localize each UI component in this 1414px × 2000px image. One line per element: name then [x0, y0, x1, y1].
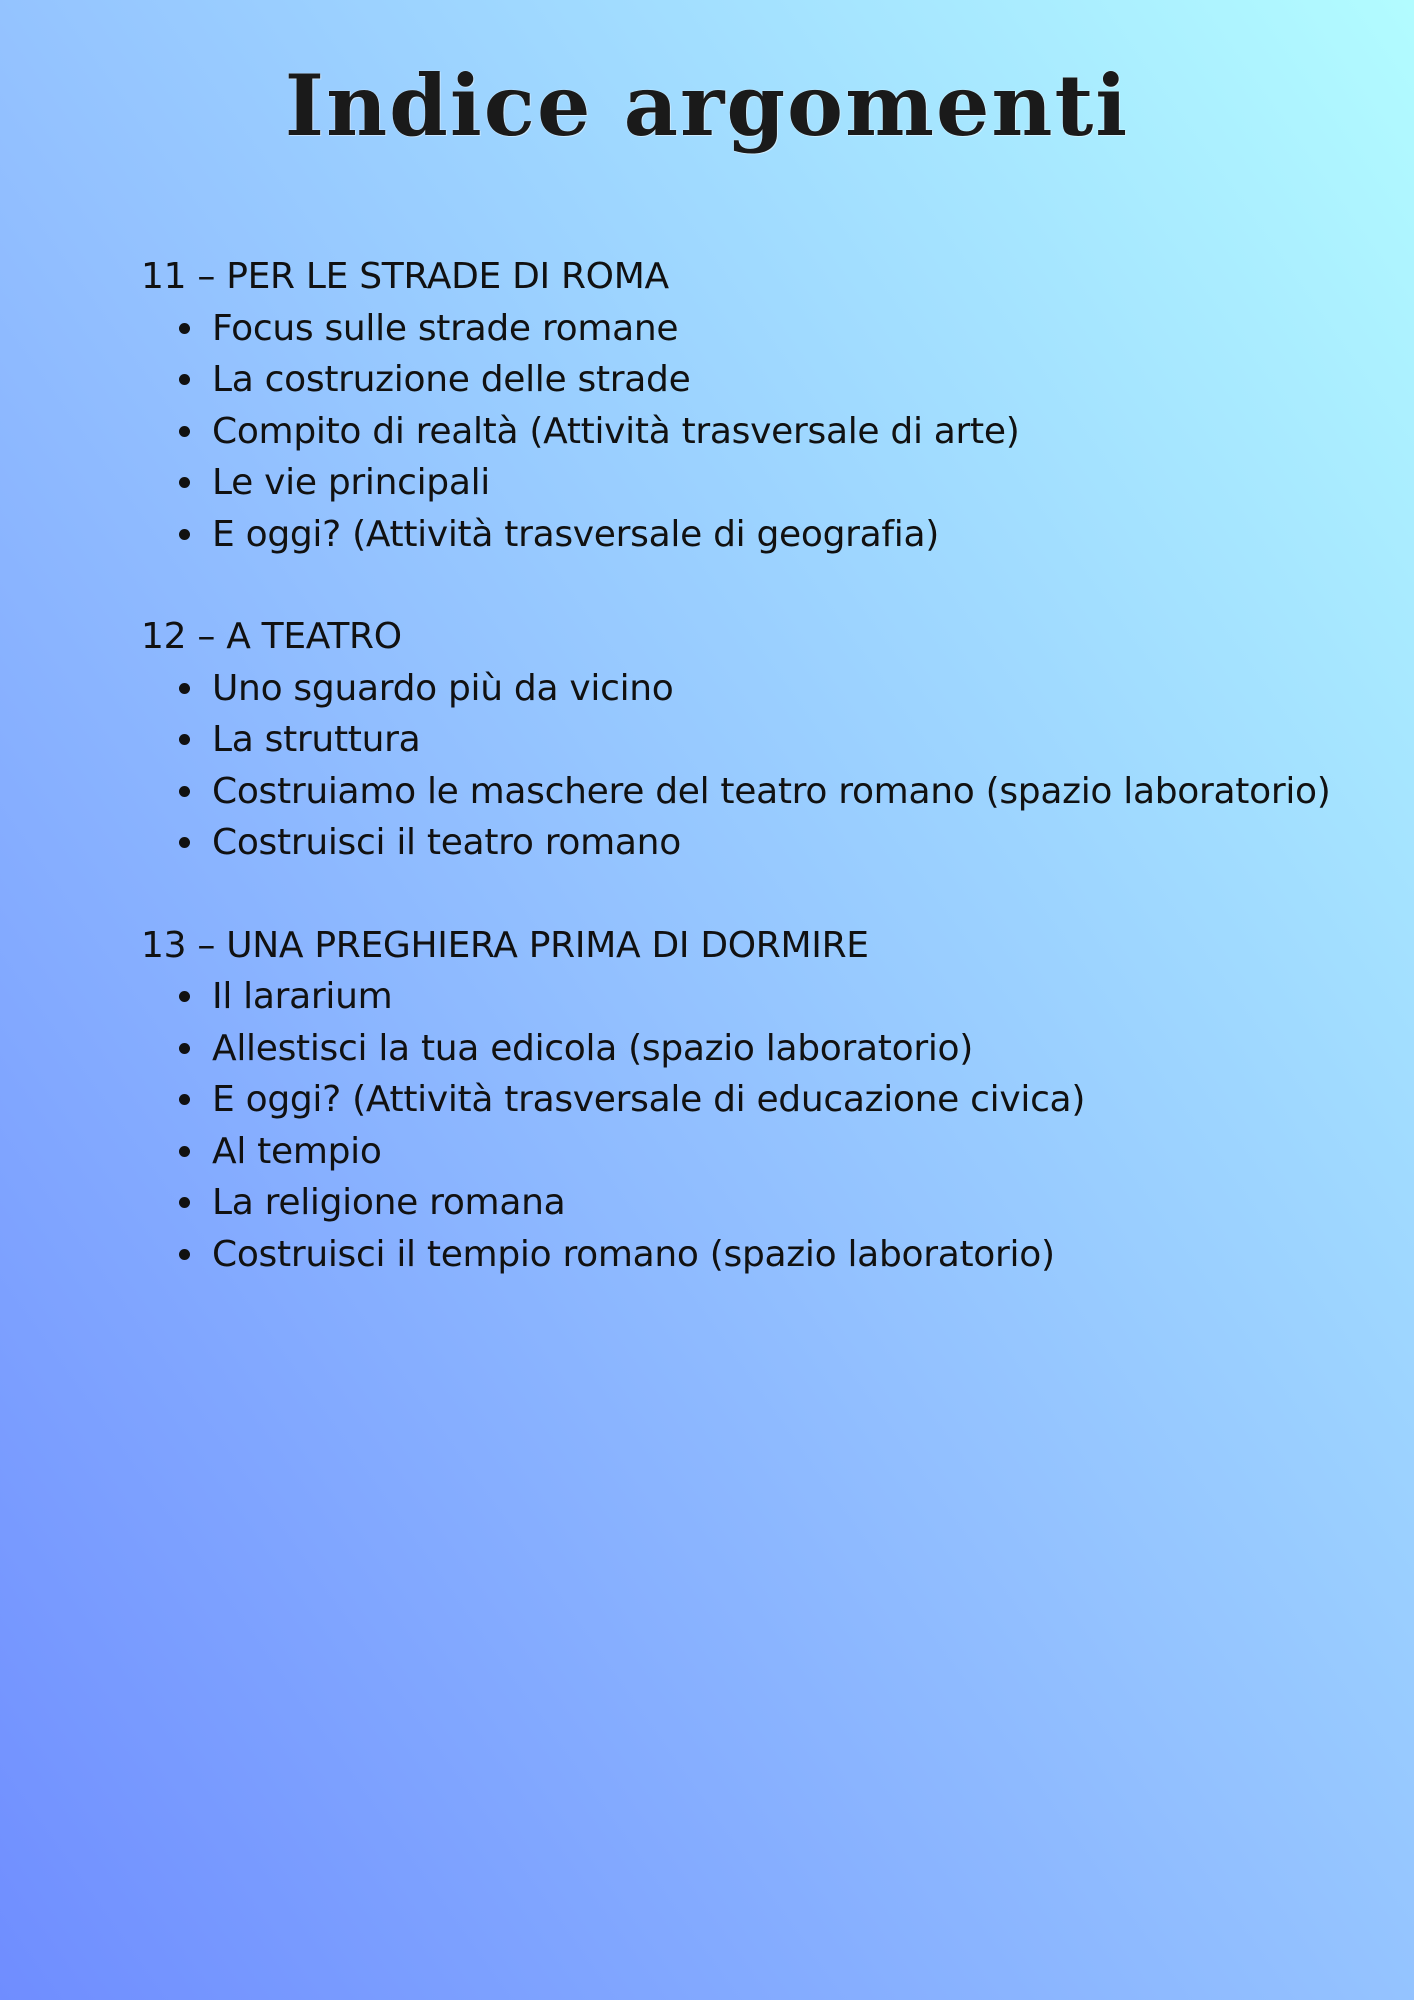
- list-item: [141, 1177, 1391, 1229]
- list-item-label: La costruzione delle strade: [212, 359, 691, 400]
- bullet-icon: [179, 1249, 190, 1260]
- list-item-label: La religione romana: [212, 1182, 566, 1223]
- section-13: [141, 920, 1391, 1281]
- section-12: [141, 611, 1391, 869]
- list-item: [141, 1126, 1391, 1178]
- bullet-icon: [179, 683, 190, 694]
- list-item-label: La struttura: [212, 719, 421, 760]
- list-item-label: Costruisci il tempio romano (spazio laboratorio): [212, 1233, 1055, 1275]
- list-item-label: Focus sulle strade romane: [212, 307, 679, 349]
- list-item: [141, 406, 1391, 458]
- list-item: [141, 714, 1391, 766]
- bullet-icon: [179, 1094, 190, 1105]
- list-item: [141, 817, 1391, 869]
- bullet-icon: [179, 734, 190, 745]
- bullet-icon: [179, 837, 190, 848]
- list-item: [141, 1229, 1391, 1281]
- list-item: [141, 1074, 1391, 1126]
- list-item-label: Le vie principali: [212, 462, 490, 503]
- section-heading: 12 – A TEATRO: [141, 616, 402, 657]
- bullet-icon: [179, 477, 190, 488]
- table-of-contents: [141, 251, 1391, 1331]
- list-item-label: Costruisci il teatro romano: [212, 822, 681, 863]
- bullet-icon: [179, 323, 190, 334]
- section-heading: 13 – UNA PREGHIERA PRIMA DI DORMIRE: [141, 924, 869, 966]
- list-item: [141, 663, 1391, 715]
- section-heading: 11 – PER LE STRADE DI ROMA: [141, 256, 669, 297]
- page-title: Indice argomenti: [284, 56, 1130, 155]
- list-item-label: E oggi? (Attività trasversale di educazione civica): [212, 1079, 1086, 1120]
- bullet-icon: [179, 426, 190, 437]
- topic-list: [141, 663, 1391, 869]
- list-item: [141, 303, 1391, 355]
- list-item-label: Allestisci la tua edicola (spazio laboratorio): [212, 1027, 974, 1069]
- list-item: [141, 971, 1391, 1023]
- list-item-label: Costruiamo le maschere del teatro romano (spazio laboratorio): [212, 770, 1331, 812]
- bullet-icon: [179, 1197, 190, 1208]
- list-item-label: Compito di realtà (Attività trasversale di arte): [212, 410, 1020, 452]
- bullet-icon: [179, 991, 190, 1002]
- topic-list: [141, 971, 1391, 1280]
- bullet-icon: [179, 374, 190, 385]
- list-item-label: E oggi? (Attività trasversale di geografia): [212, 513, 939, 555]
- bullet-icon: [179, 1146, 190, 1157]
- list-item: [141, 509, 1391, 561]
- topic-list: [141, 303, 1391, 561]
- list-item: [141, 457, 1391, 509]
- bullet-icon: [179, 529, 190, 540]
- section-11: [141, 251, 1391, 560]
- list-item-label: Il lararium: [212, 976, 393, 1017]
- bullet-icon: [179, 786, 190, 797]
- list-item: [141, 354, 1391, 406]
- list-item-label: Al tempio: [212, 1130, 382, 1172]
- list-item: [141, 766, 1391, 818]
- list-item: [141, 1023, 1391, 1075]
- bullet-icon: [179, 1043, 190, 1054]
- list-item-label: Uno sguardo più da vicino: [212, 667, 674, 709]
